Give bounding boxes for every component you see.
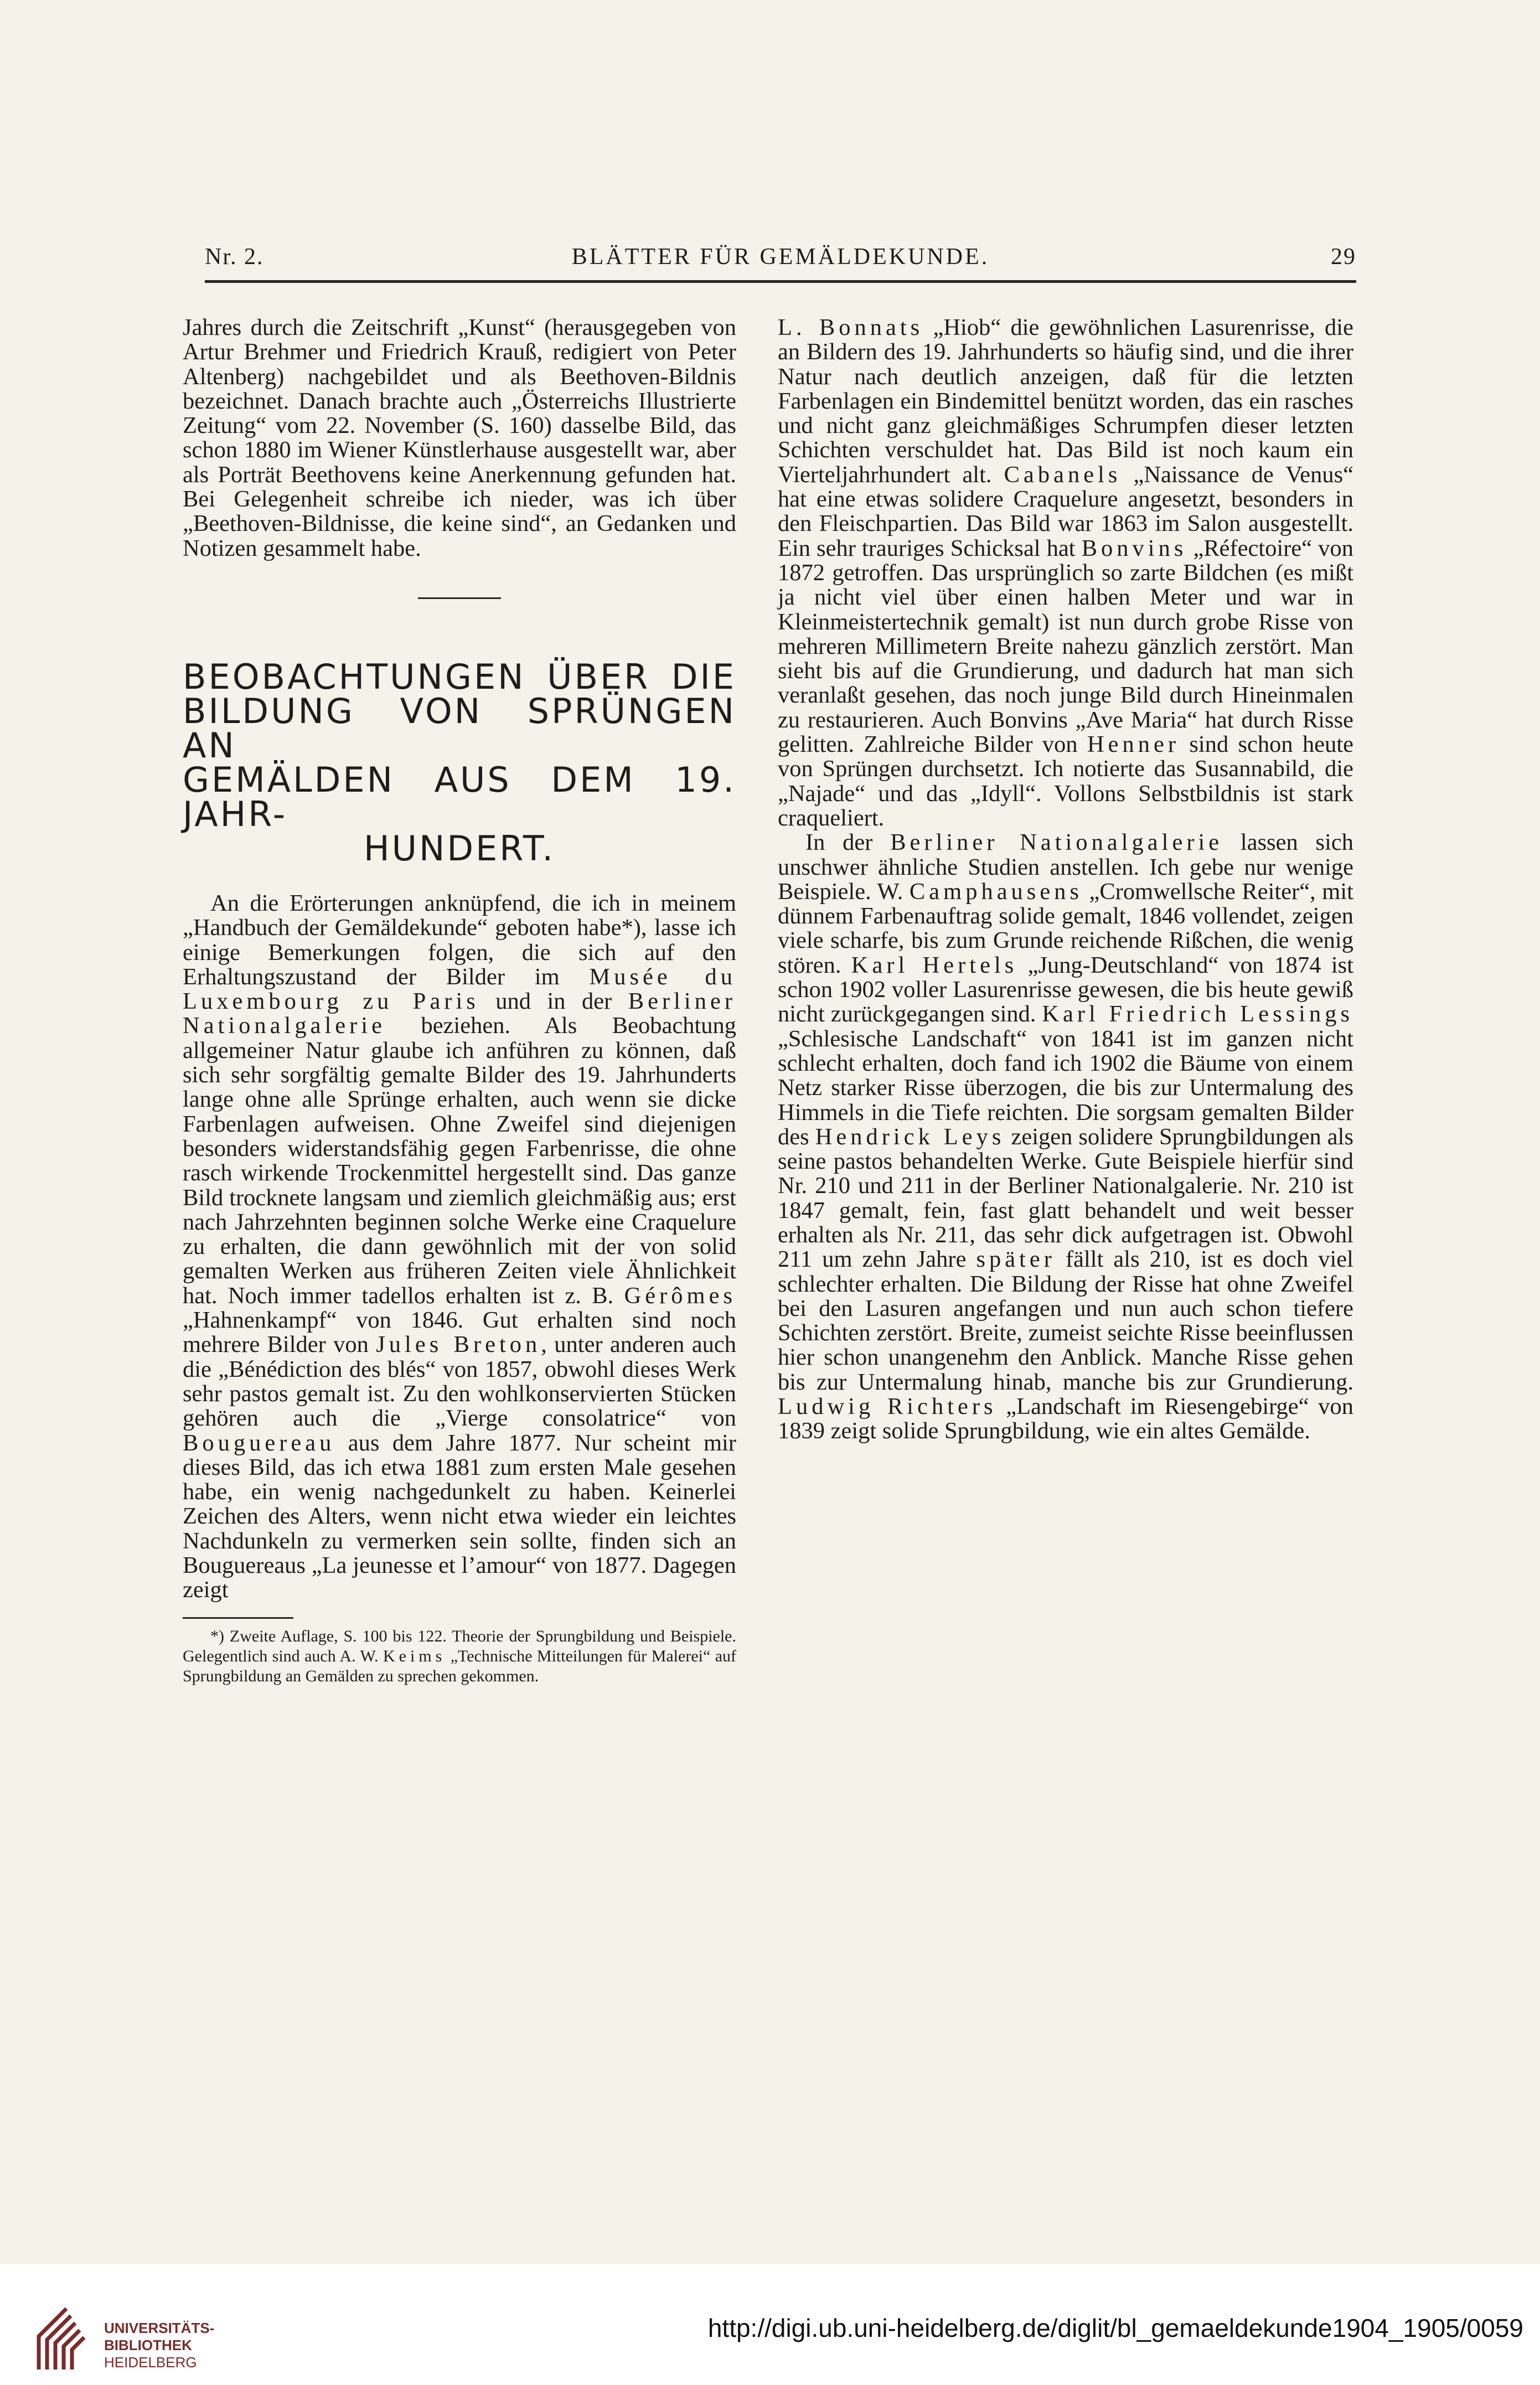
text-run: „Naissance de Venus“ hat eine etwas solidere Craquelure angesetzt, besonders in den Fleischpartien. Das Bild war 1863 im Salon ausgestellt. Ein sehr trauriges Schicksal hat bbox=[778, 461, 1353, 561]
intro-paragraph: Jahres durch die Zeitschrift „Kunst“ (herausgegeben von Artur Brehmer und Friedrich Krauß, redigiert von Peter Altenberg) nachgebildet und als Beethoven-Bildnis bezeichnet. Danach brachte auch „Österreichs Illustrierte Zeitung“ vom 22. November (S. 160) dasselbe Bild, das schon 1880 im Wiener Künstlerhause ausgestellt war, aber als Porträt Beethovens keine Anerkennung gefunden hat. Bei Gelegenheit schreibe ich nieder, was ich über „Beethoven-Bildnisse, die keine sind“, an Gedanken und Notizen gesammelt habe. bbox=[183, 314, 736, 561]
heading-line: HUNDERT. bbox=[363, 828, 556, 869]
spaced-name: Karl Hertels bbox=[851, 952, 1018, 978]
spaced-name: Bouguereau bbox=[183, 1429, 335, 1456]
left-column bbox=[183, 316, 736, 1686]
footnote bbox=[183, 1627, 736, 1686]
text-run: „Jung-Deutschland“ von 1874 ist schon 1902 voller Lasurenrisse gewesen, die bis heute gewiß nicht zurückgegangen sind. bbox=[778, 952, 1353, 1028]
footnote-text bbox=[183, 1627, 736, 1686]
spaced-name: Gérômes bbox=[624, 1282, 736, 1309]
spaced-name: Karl Friedrich Lessings bbox=[1042, 1001, 1354, 1028]
university-library-logo-icon bbox=[33, 2303, 94, 2375]
spaced-name: Hendrick Leys bbox=[815, 1123, 1005, 1150]
library-name-line: BIBLIOTHEK bbox=[104, 2337, 192, 2353]
spaced-name: Jules Breton bbox=[376, 1331, 541, 1358]
text-run: „Hahnenkampf“ von 1846. Gut erhalten sind noch mehrere Bilder von bbox=[183, 1307, 736, 1358]
text-run: „Hiob“ die gewöhnlichen Lasurenrisse, die an Bildern des 19. Jahrhunderts so häufig sind, und die ihrer Natur nach deutlich anzeigen, daß für die letzten Farbenlagen ein Bindemittel benützt worden, das ein rasches und nicht ganz gleichmäßiges Schrumpfen dieser letzten Schichten verschuldet hat. Das Bild ist noch kaum ein Vierteljahrhundert alt. bbox=[778, 314, 1353, 488]
header-rule bbox=[205, 280, 1356, 283]
berlin-paragraph bbox=[778, 830, 1353, 1443]
text-run: lassen sich unschwer ähnliche Studien anstellen. Ich gebe nur wenige Beispiele. W. bbox=[778, 829, 1354, 905]
text-run: „Schlesische Landschaft“ von 1841 ist im ganzen nicht schlecht erhalten, doch fand ich 1902 die Bäume von einem Netz starker Risse überzogen, die bis zur Untermalung des Himmels in die Tiefe reichten. Die sorgsam gemalten Bilder des bbox=[778, 1025, 1353, 1150]
text-run: In der bbox=[805, 829, 891, 856]
text-run: „Technische Mitteilungen für Malerei“ auf Sprungbildung an Gemälden zu sprechen gekommen. bbox=[183, 1646, 737, 1685]
text-run: „Landschaft im Riesengebirge“ von 1839 zeigt solide Sprungbildung, wie ein altes Gemälde. bbox=[778, 1393, 1353, 1444]
heading-line: GEMÄLDEN AUS DEM 19. JAHR- bbox=[183, 759, 736, 834]
right-column bbox=[778, 316, 1353, 1444]
text-run: An die Erörterungen anknüpfend, die ich in meinem „Handbuch der Gemäldekunde“ geboten habe*), lasse ich einige Bemerkungen folgen, die sich auf den Erhaltungszustand der Bilder im bbox=[183, 890, 736, 990]
text-run: *) Zweite Auflage, S. 100 bis 122. Theorie der Sprungbildung und Beispiele. Gelegentlich sind auch A. W. bbox=[183, 1627, 736, 1665]
spaced-name: Berliner Nationalgalerie bbox=[183, 988, 736, 1039]
journal-title: BLÄTTER FÜR GEMÄLDEKUNDE. bbox=[571, 244, 990, 270]
spaced-name: Cabanels bbox=[1004, 461, 1122, 488]
spaced-name: Bonvins bbox=[1081, 535, 1187, 561]
text-run: fällt als 210, ist es doch viel schlechter erhalten. Die Bildung der Risse hat ohne Zweifel bei den Lasuren angefangen und nun auch schon tiefere Schichten zerstört. Breite, zumeist seichte Risse beeinflussen hier schon unangenehm den Anblick. Manche Risse gehen bis zur Untermalung hinab, manche bis zur Grundierung. bbox=[778, 1246, 1353, 1395]
text-run: sind schon heute von Sprüngen durchsetzt. Ich notierte das Susannabild, die „Najade“ und das „Idyll“. Vollons Selbstbildnis ist stark craqueliert. bbox=[778, 731, 1353, 831]
library-name-line: UNIVERSITÄTS- bbox=[104, 2320, 215, 2336]
text-run: beziehen. Als Beobachtung allgemeiner Natur glaube ich anführen zu können, daß sich sehr sorgfältig gemalte Bilder des 19. Jahrhunderts lange ohne alle Sprünge erhalten, auch wenn sie dicke Farbenlagen aufweisen. Ohne Zweifel sind diejenigen besonders widerstandsfähig gegen Farbenrisse, die ohne rasch wirkende Trockenmittel hergestellt sind. Das ganze Bild trocknete langsam und ziemlich gleichmäßig aus; erst nach Jahrzehnten beginnen solche Werke eine Craquelure zu erhalten, die dann gewöhnlich mit der von solid gemalten Werken aus früheren Zeiten viele Ähnlichkeit hat. Noch immer tadellos erhalten ist z. B. bbox=[183, 1013, 736, 1309]
article-heading bbox=[183, 656, 736, 869]
spaced-name: Ludwig Richters bbox=[778, 1393, 997, 1420]
spaced-name: Keims bbox=[383, 1646, 446, 1665]
section-separator bbox=[418, 597, 501, 599]
text-run: zeigen solidere Sprungbildungen als seine pastos behandelten Werke. Gute Beispiele hierfür sind Nr. 210 und 211 in der Berliner Nationalgalerie. Nr. 210 ist 1847 gemalt, fein, fast glatt behandelt und weit besser erhalten als Nr. 211, das sehr dick aufgetragen ist. Obwohl 211 um zehn Jahre bbox=[778, 1123, 1353, 1273]
library-name-line: HEIDELBERG bbox=[104, 2354, 197, 2371]
source-url-link[interactable]: http://digi.ub.uni-heidelberg.de/diglit/bl_gemaeldekunde1904_1905/0059 bbox=[707, 2314, 1523, 2342]
spaced-name: später bbox=[976, 1246, 1056, 1273]
spaced-name: L. Bonnats bbox=[778, 314, 924, 340]
library-footer bbox=[0, 2264, 1540, 2385]
heading-line: BILDUNG VON SPRÜNGEN AN bbox=[183, 690, 736, 766]
spaced-name: Camphausens bbox=[909, 878, 1083, 905]
footnote-rule bbox=[183, 1617, 293, 1619]
page-number: 29 bbox=[1331, 244, 1356, 270]
text-run: „Cromwellsche Reiter“, mit dünnem Farbenauftrag solide gemalt, 1846 vollendet, zeigen viele scharfe, bis zum Grunde reichende Rißchen, die wenig stören. bbox=[778, 878, 1353, 978]
text-run: „Réfectoire“ von 1872 getroffen. Das ursprünglich so zarte Bildchen (es mißt ja nicht viel über einen halben Meter und war in Kleinmeistertechnik gemalt) ist nun durch grobe Risse von mehreren Millimetern Breite nahezu gänzlich zerstört. Man sieht bis auf die Grundierung, und dadurch hat man sich veranlaßt gesehen, das noch junge Bild durch Hineinmalen zu restaurieren. Auch Bonvins „Ave Maria“ hat durch Risse gelitten. Zahlreiche Bilder von bbox=[778, 535, 1353, 758]
text-run: , unter anderen auch die „Bénédiction des blés“ von 1857, obwohl dieses Werk sehr pastos gemalt ist. Zu den wohlkonservierten Stücken gehören auch die „Vierge consolatrice“ von bbox=[183, 1331, 737, 1432]
text-run: aus dem Jahre 1877. Nur scheint mir dieses Bild, das ich etwa 1881 zum ersten Male gesehen habe, ein wenig nachgedunkelt zu haben. Keinerlei Zeichen des Alters, wenn nicht etwa wieder ein leichtes Nachdunkeln zu vermerken sein sollte, finden sich an Bouguereaus „La jeunesse et l’amour“ von 1877. Dagegen zeigt bbox=[183, 1429, 736, 1603]
spaced-name: Berliner Nationalgalerie bbox=[890, 829, 1223, 856]
spaced-name: Henner bbox=[1087, 731, 1180, 758]
heading-line: BEOBACHTUNGEN ÜBER DIE bbox=[183, 656, 736, 697]
library-name bbox=[104, 2320, 214, 2371]
running-header bbox=[205, 244, 1356, 282]
issue-number: Nr. 2. bbox=[205, 244, 264, 270]
article-body-paragraph bbox=[183, 891, 736, 1603]
continued-paragraph bbox=[778, 316, 1353, 830]
text-run: und in der bbox=[479, 988, 628, 1015]
spaced-name: Musée du Luxembourg zu Paris bbox=[183, 963, 736, 1015]
